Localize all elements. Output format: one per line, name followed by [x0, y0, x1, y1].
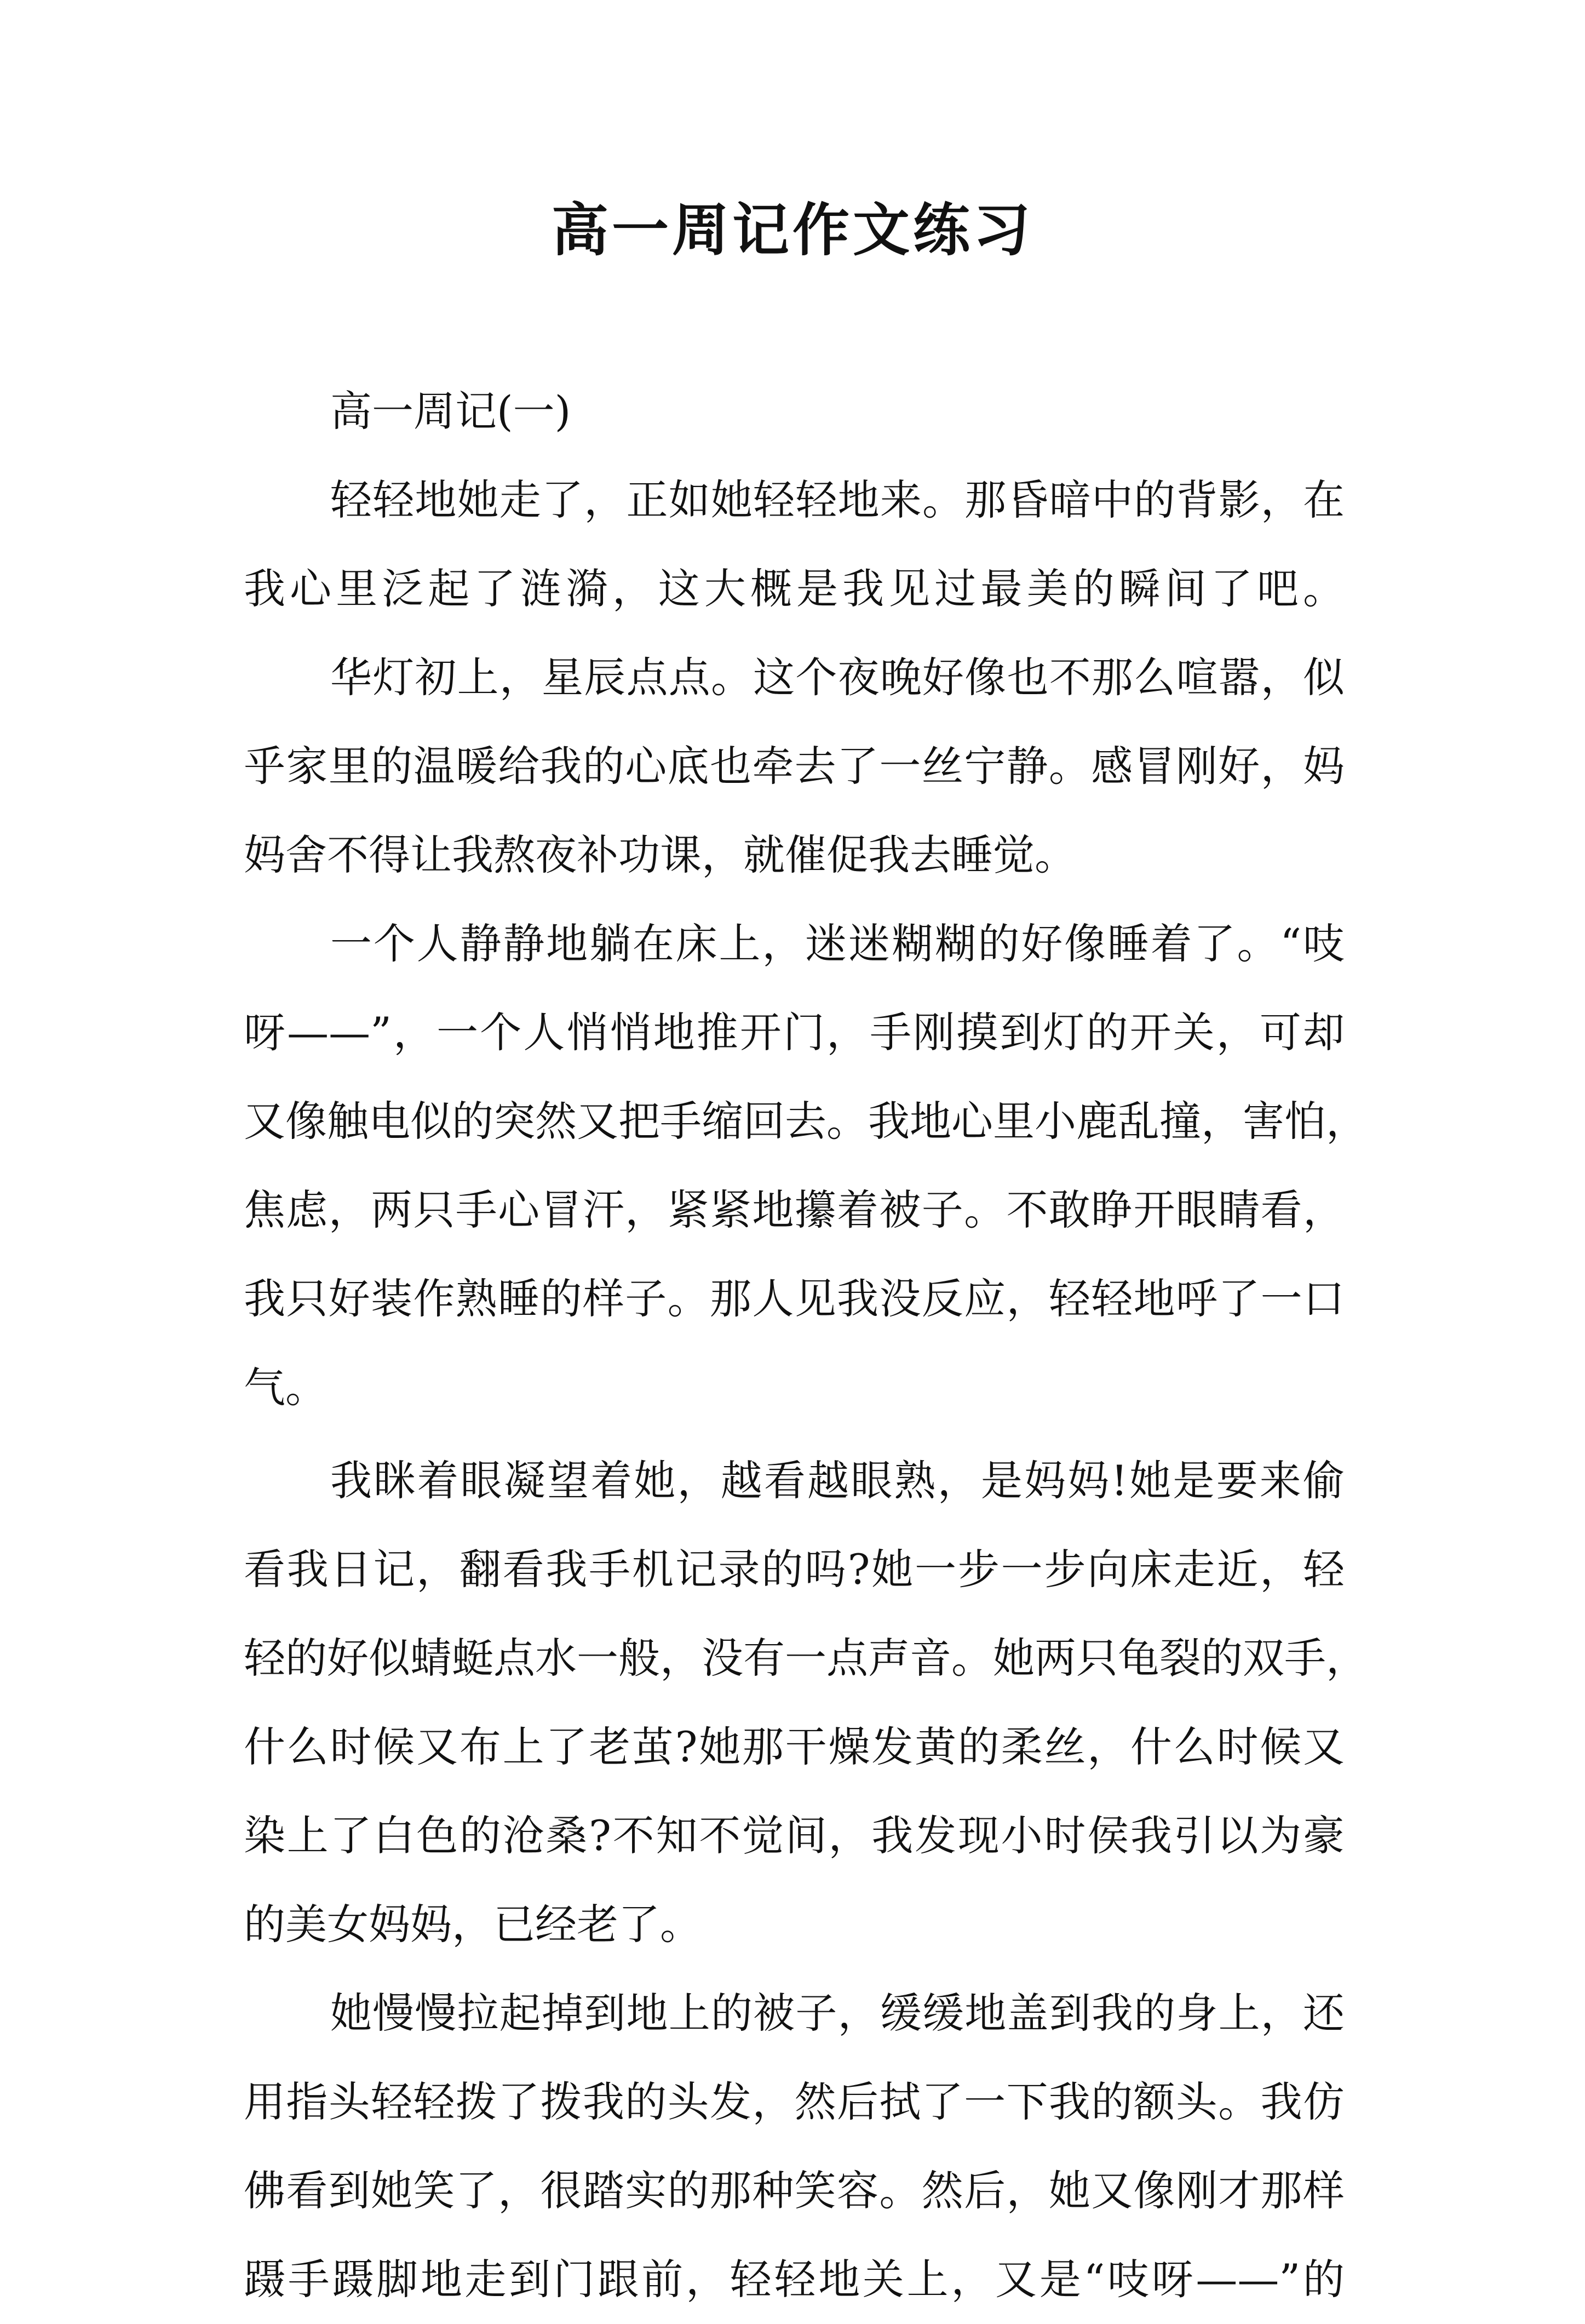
- paragraph-line: 她慢慢拉起掉到地上的被子，缓缓地盖到我的身上，还: [330, 1989, 1345, 2037]
- paragraph-line: 焦虑，两只手心冒汗，紧紧地攥着被子。不敢睁开眼睛看，: [244, 1186, 1345, 1234]
- paragraph-line: 我只好装作熟睡的样子。那人见我没反应，轻轻地呼了一口: [244, 1274, 1345, 1323]
- paragraph-line: 轻轻地她走了，正如她轻轻地来。那昏暗中的背影，在: [330, 476, 1345, 524]
- paragraph-line: 一个人静静地躺在床上，迷迷糊糊的好像睡着了。“吱: [330, 919, 1345, 968]
- paragraph-line: 蹑手蹑脚地走到门跟前，轻轻地关上，又是“吱呀——”的: [244, 2255, 1345, 2304]
- paragraph-line: 我眯着眼凝望着她，越看越眼熟，是妈妈!她是要来偷: [330, 1456, 1345, 1505]
- document-title: 高一周记作文练习: [551, 196, 1033, 264]
- paragraph-line: 呀——”，一个人悄悄地推开门，手刚摸到灯的开关，可却: [244, 1008, 1345, 1057]
- paragraph-line: 气。: [244, 1363, 327, 1412]
- section-heading: 高一周记(一): [330, 387, 571, 436]
- paragraph-line: 看我日记，翻看我手机记录的吗?她一步一步向床走近，轻: [244, 1545, 1345, 1594]
- paragraph-line: 什么时候又布上了老茧?她那干燥发黄的柔丝，什么时候又: [244, 1722, 1345, 1771]
- paragraph-line: 我心里泛起了涟漪，这大概是我见过最美的瞬间了吧。: [244, 564, 1345, 613]
- paragraph-line: 用指头轻轻拨了拨我的头发，然后拭了一下我的额头。我仿: [244, 2077, 1345, 2126]
- paragraph-line: 乎家里的温暖给我的心底也牵去了一丝宁静。感冒刚好，妈: [244, 742, 1345, 791]
- paragraph-gap: [244, 1432, 1345, 1436]
- document-body: [244, 367, 1368, 2324]
- paragraph-line: 染上了白色的沧桑?不知不觉间，我发现小时侯我引以为豪: [244, 1811, 1345, 1860]
- paragraph-line: 妈舍不得让我熬夜补功课，就催促我去睡觉。: [244, 831, 1076, 879]
- paragraph-line: 佛看到她笑了，很踏实的那种笑容。然后，她又像刚才那样: [244, 2166, 1345, 2215]
- paragraph-line: 的美女妈妈，已经老了。: [244, 1900, 702, 1949]
- paragraph-line: 华灯初上，星辰点点。这个夜晚好像也不那么喧嚣，似: [330, 653, 1345, 702]
- paragraph-line: 轻的好似蜻蜓点水一般，没有一点声音。她两只龟裂的双手，: [244, 1634, 1368, 1682]
- paragraph-line: 又像触电似的突然又把手缩回去。我地心里小鹿乱撞，害怕，: [244, 1097, 1368, 1146]
